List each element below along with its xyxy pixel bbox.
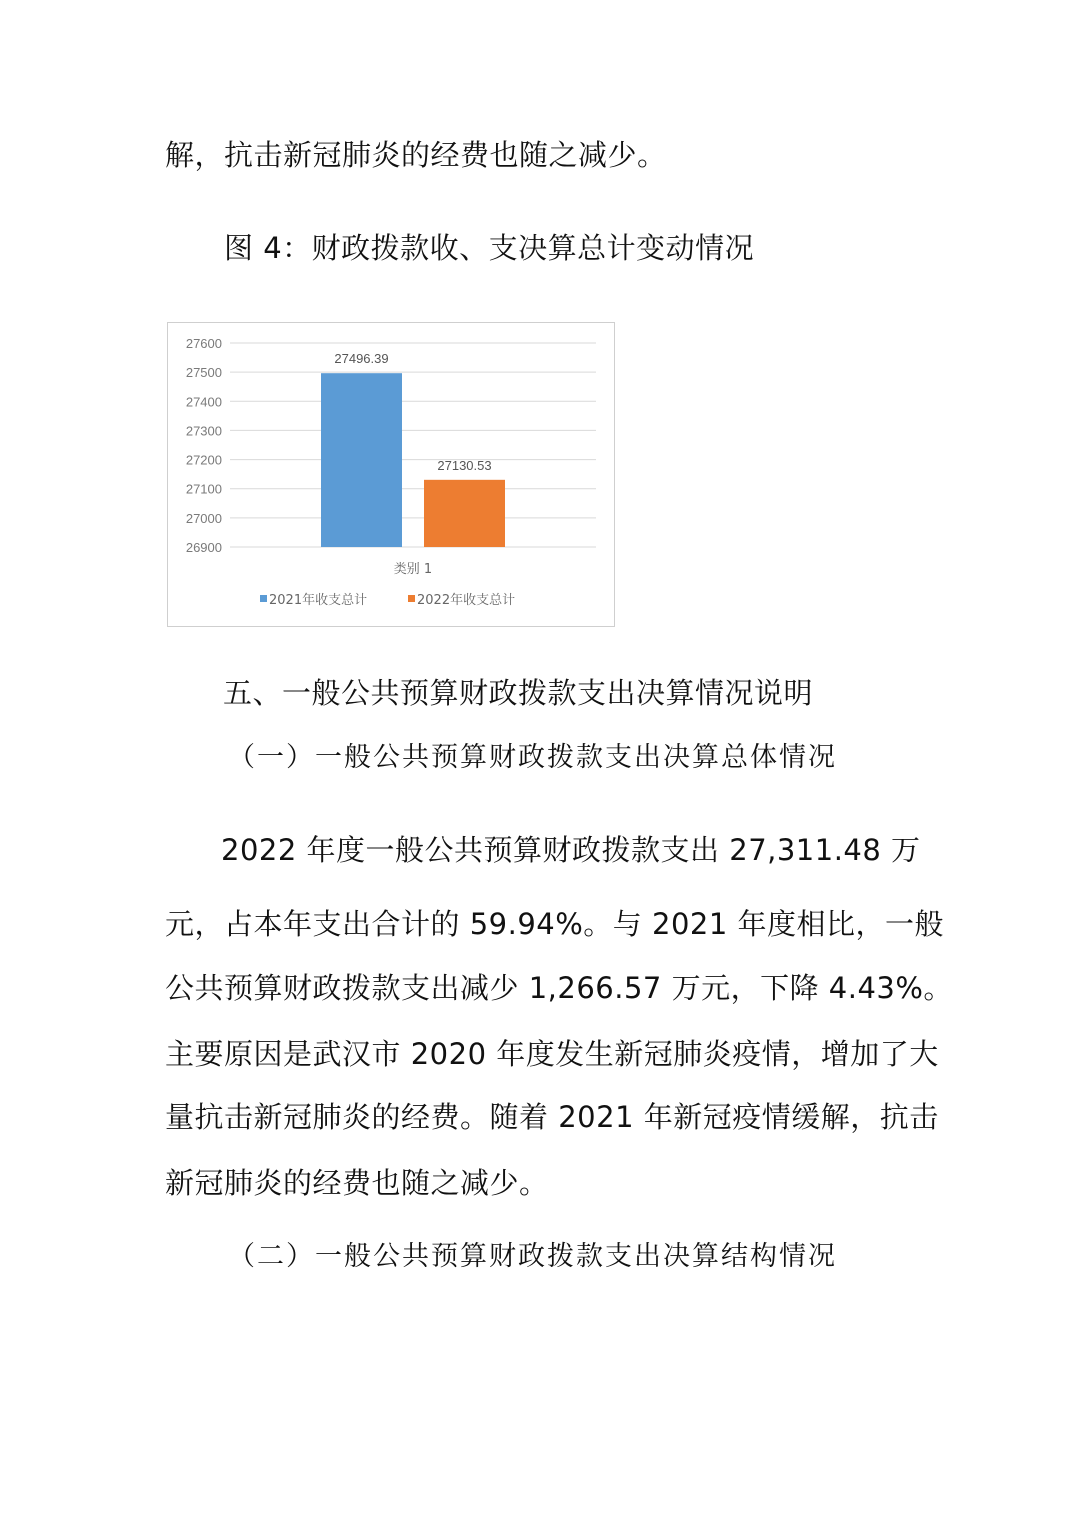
legend-swatch (408, 595, 415, 602)
section-heading: 五、一般公共预算财政拨款支出决算情况说明 (223, 676, 814, 710)
y-tick-label: 26900 (185, 540, 222, 555)
legend-label: 2021年收支总计 (269, 593, 368, 608)
y-tick-label: 27400 (185, 394, 222, 410)
y-tick-label: 27200 (185, 452, 222, 468)
y-tick-label: 27100 (185, 481, 222, 497)
y-tick-label: 27500 (185, 365, 222, 381)
legend-label: 2022年收支总计 (417, 593, 516, 608)
subsection-heading-1: （一）一般公共预算财政拨款支出决算总体情况 (228, 742, 837, 773)
legend-swatch (260, 595, 267, 602)
y-tick-label: 27600 (185, 336, 222, 351)
body-line: 公共预算财政拨款支出减少 1,266.57 万元，下降 4.43%。 (165, 971, 953, 1005)
body-line: 新冠肺炎的经费也随之减少。 (165, 1166, 549, 1200)
chart-canvas (168, 323, 616, 628)
intro-tail-text: 解，抗击新冠肺炎的经费也随之减少。 (165, 138, 667, 172)
body-line: 2022 年度一般公共预算财政拨款支出 27,311.48 万 (221, 833, 921, 867)
bar-data-label: 27496.39 (334, 351, 389, 367)
body-line: 主要原因是武汉市 2020 年度发生新冠肺炎疫情，增加了大 (165, 1037, 939, 1071)
bar-series-1 (321, 373, 402, 547)
subsection-heading-2: （二）一般公共预算财政拨款支出决算结构情况 (228, 1241, 837, 1272)
y-tick-label: 27000 (185, 510, 222, 526)
y-tick-label: 27300 (185, 423, 222, 439)
bar-data-label: 27130.53 (437, 457, 492, 473)
bar-chart (167, 322, 615, 627)
x-category-label: 类别 1 (393, 562, 433, 577)
bar-series-2 (424, 480, 505, 547)
body-line: 量抗击新冠肺炎的经费。随着 2021 年新冠疫情缓解，抗击 (165, 1100, 939, 1134)
body-line: 元，占本年支出合计的 59.94%。与 2021 年度相比，一般 (165, 907, 945, 941)
figure-caption: 图 4：财政拨款收、支决算总计变动情况 (224, 231, 755, 265)
